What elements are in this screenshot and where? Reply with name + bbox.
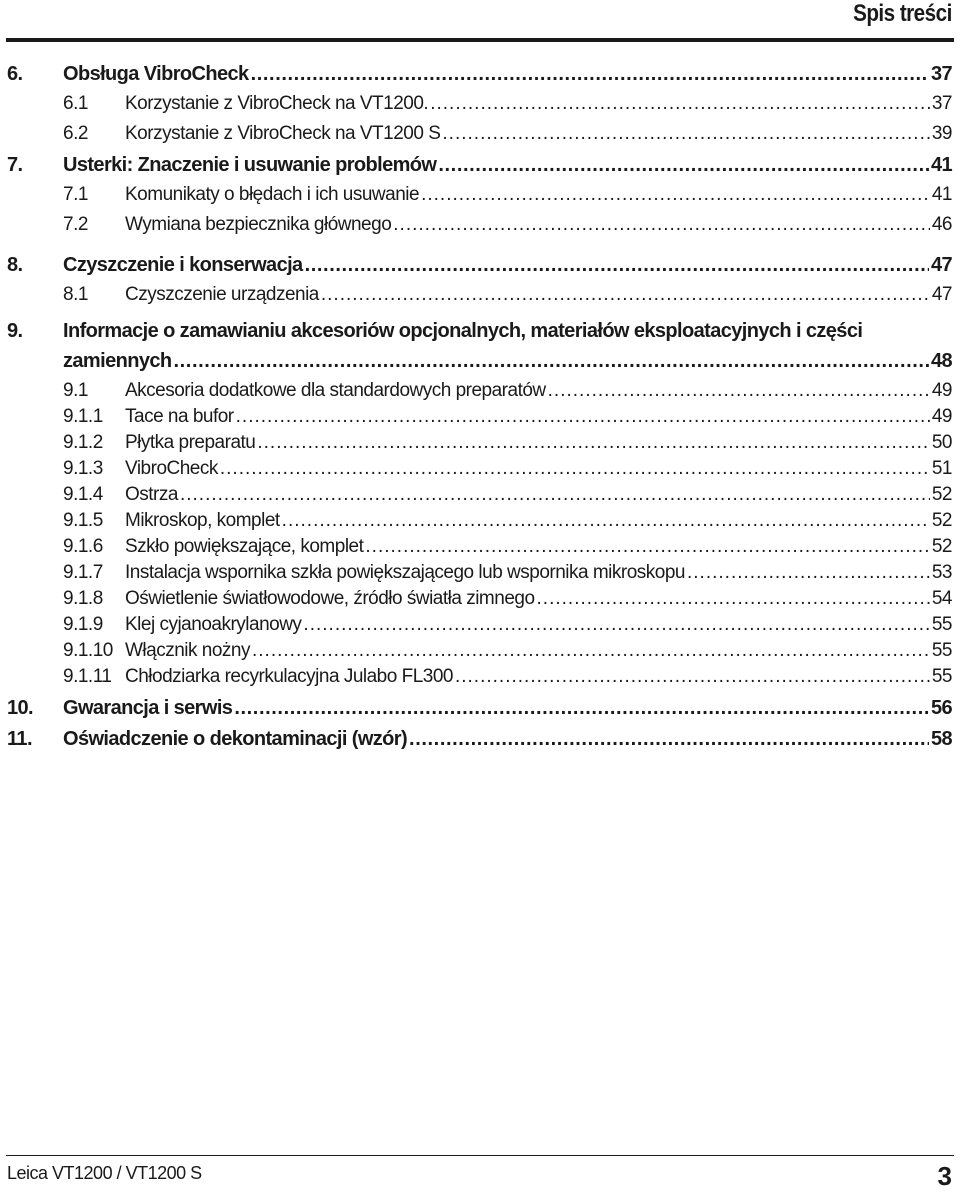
toc-dot-leader [442, 121, 929, 147]
toc-entry-number: 7. [7, 154, 23, 176]
toc-entry-title: Oświetlenie światłowodowe, źródło światła zimnego [125, 588, 535, 609]
toc-dot-leader [173, 348, 928, 374]
toc-entry-number: 9.1.6 [63, 536, 103, 557]
toc-entry-number: 9.1.11 [63, 666, 112, 687]
toc-dot-leader [180, 482, 930, 508]
toc-entry-number: 9.1 [63, 380, 88, 401]
toc-dot-leader [257, 430, 930, 456]
toc-dot-leader [421, 182, 930, 208]
toc-entry-page: 53 [931, 562, 952, 583]
footer-page-number: 3 [937, 1161, 952, 1191]
toc-entry-number: 7.1 [63, 184, 88, 205]
toc-dot-leader [455, 664, 930, 690]
toc-entry-title: Komunikaty o błędach i ich usuwanie [125, 184, 420, 205]
toc-dot-leader [220, 456, 930, 482]
toc-entry-title: Usterki: Znaczenie i usuwanie problemów [63, 154, 437, 176]
toc-entry-page: 48 [930, 350, 952, 372]
toc-entry-title: Szkło powiększające, komplet [125, 536, 364, 557]
toc-entry-number: 9.1.1 [63, 406, 103, 427]
toc-entry-number: 9.1.3 [63, 458, 103, 479]
toc-entry-number: 9.1.8 [63, 588, 103, 609]
toc-dot-leader [438, 152, 929, 178]
toc-entry-title: Oświadczenie o dekontaminacji (wzór) [63, 728, 408, 750]
toc-entry-title: Korzystanie z VibroCheck na VT1200. [125, 93, 429, 114]
toc-entry-page: 55 [931, 640, 952, 661]
toc-dot-leader [234, 695, 929, 721]
toc-entry-number: 11. [7, 728, 32, 750]
toc-entry-page: 46 [931, 214, 952, 235]
toc-entry-number: 9.1.10 [63, 640, 113, 661]
toc-entry-page: 56 [930, 697, 952, 719]
toc-entry-number: 10. [7, 697, 34, 719]
toc-entry-title: Włącznik nożny [125, 640, 250, 661]
toc-entry-title: Instalacja wspornika szkła powiększającego lub wspornika mikroskopu [125, 562, 685, 583]
toc-entry-number: 9.1.9 [63, 614, 103, 635]
toc-dot-leader [282, 508, 930, 534]
toc-dot-leader [409, 726, 929, 752]
toc-entry-page: 55 [931, 614, 952, 635]
footer-product-name: Leica VT1200 / VT1200 S [7, 1163, 202, 1183]
header-divider [6, 38, 954, 42]
toc-entry-title: Mikroskop, komplet [125, 510, 280, 531]
toc-entry-title: Ostrza [125, 484, 178, 505]
toc-dot-leader [393, 212, 930, 238]
toc-entry-page: 37 [931, 93, 952, 114]
toc-entry-number: 9.1.7 [63, 562, 103, 583]
toc-entry-page: 39 [931, 123, 952, 144]
toc-dot-leader [365, 534, 929, 560]
toc-entry-title: VibroCheck [125, 458, 218, 479]
toc-entry-title: Obsługa VibroCheck [63, 63, 249, 85]
toc-entry-number: 9.1.5 [63, 510, 103, 531]
toc-entry-number: 6.1 [63, 93, 88, 114]
toc-dot-leader [251, 61, 929, 87]
toc-dot-leader [321, 282, 930, 308]
toc-dot-leader [430, 91, 930, 117]
toc-entry-page: 49 [931, 380, 952, 401]
toc-entry-number: 9.1.2 [63, 432, 103, 453]
toc-entry-page: 47 [931, 284, 952, 305]
toc-dot-leader [305, 252, 929, 278]
toc-entry-page: 41 [930, 154, 952, 176]
toc-entry-page: 50 [931, 432, 952, 453]
toc-dot-leader [252, 638, 930, 664]
toc-dot-leader [548, 378, 930, 404]
toc-entry-title: zamiennych [63, 350, 172, 372]
toc-entry-title: Gwarancja i serwis [63, 697, 233, 719]
toc-entry-number: 9. [7, 320, 23, 342]
toc-entry-number: 6. [7, 63, 23, 85]
toc-entry-number: 8.1 [63, 284, 88, 305]
toc-entry-title-line1: Informacje o zamawianiu akcesoriów opcjonalnych, materiałów eksploatacyjnych i części [63, 320, 863, 342]
toc-entry-number: 9.1.4 [63, 484, 103, 505]
toc-entry-page: 41 [931, 184, 952, 205]
toc-entry-page: 52 [931, 510, 952, 531]
toc-entry-number: 6.2 [63, 123, 88, 144]
toc-entry-page: 49 [931, 406, 952, 427]
toc-entry-page: 52 [931, 484, 952, 505]
toc-entry-page: 52 [931, 536, 952, 557]
toc-dot-leader [303, 612, 929, 638]
toc-entry-title: Klej cyjanoakrylanowy [125, 614, 302, 635]
toc-entry-page: 58 [930, 728, 952, 750]
toc-entry-page: 55 [931, 666, 952, 687]
toc-entry-title: Czyszczenie urządzenia [125, 284, 319, 305]
toc-entry-title: Akcesoria dodatkowe dla standardowych preparatów [125, 380, 546, 401]
toc-entry-title: Płytka preparatu [125, 432, 256, 453]
page-title: Spis treści [853, 0, 952, 27]
toc-entry-number: 8. [7, 254, 23, 276]
toc-entry-page: 37 [930, 63, 952, 85]
toc-dot-leader [687, 560, 930, 586]
toc-entry-title: Czyszczenie i konserwacja [63, 254, 303, 276]
toc-dot-leader [537, 586, 930, 612]
toc-entry-title: Tace na bufor [125, 406, 234, 427]
toc-entry-page: 54 [931, 588, 952, 609]
footer-divider [6, 1155, 954, 1156]
toc-dot-leader [236, 404, 930, 430]
toc-entry-page: 47 [930, 254, 952, 276]
toc-entry-title: Wymiana bezpiecznika głównego [125, 214, 392, 235]
toc-entry-number: 7.2 [63, 214, 88, 235]
toc-entry-page: 51 [931, 458, 952, 479]
toc-entry-title: Korzystanie z VibroCheck na VT1200 S [125, 123, 441, 144]
toc-entry-title: Chłodziarka recyrkulacyjna Julabo FL300 [125, 666, 453, 687]
